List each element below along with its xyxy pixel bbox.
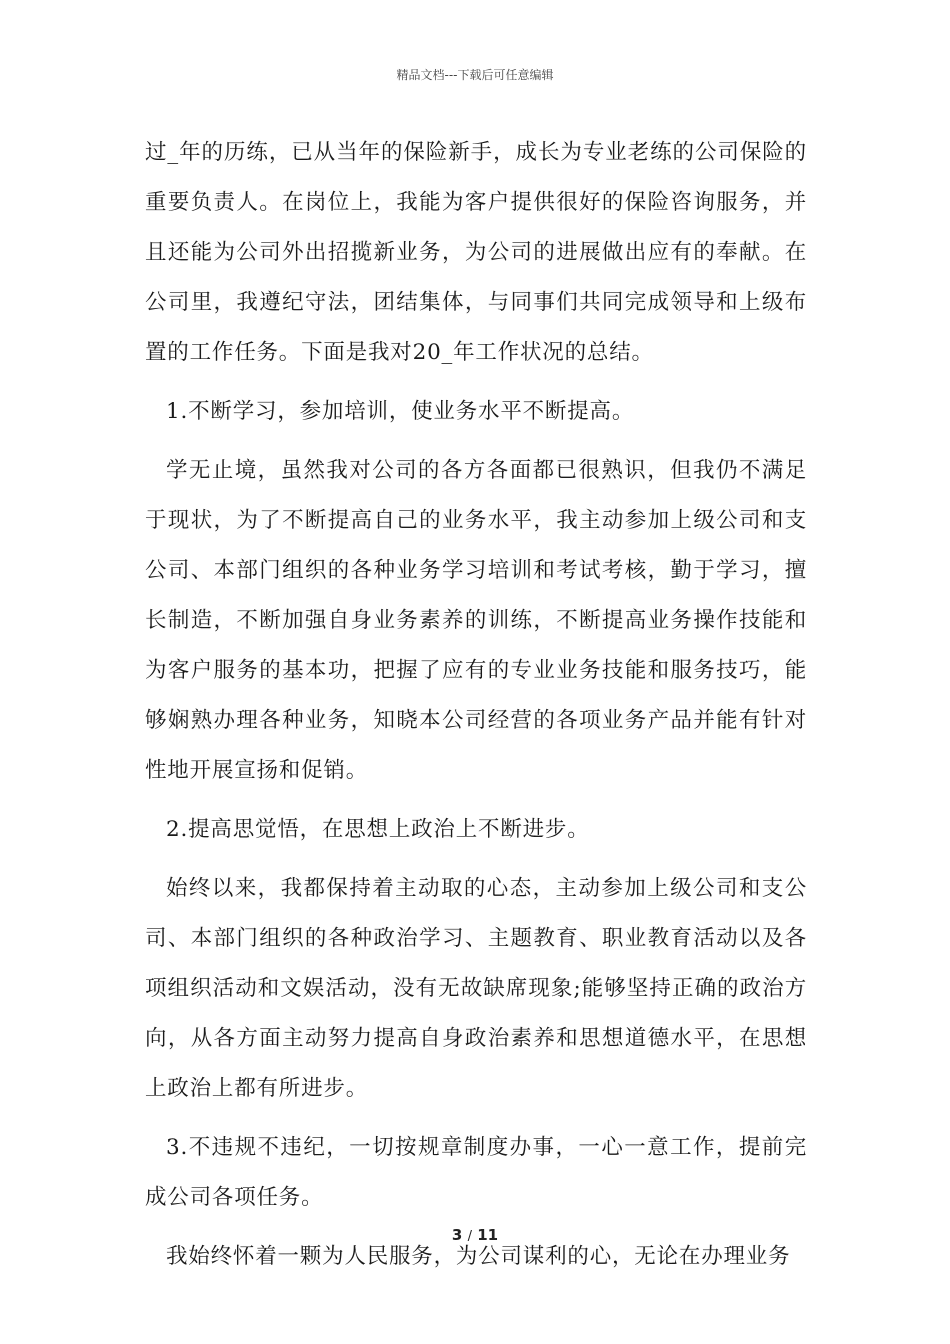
paragraph-intro: 过_年的历练，已从当年的保险新手，成长为专业老练的公司保险的重要负责人。在岗位上，我能为客户提供很好的保险咨询服务，并且还能为公司外出招揽新业务，为公司的进展做出应有的奉献。在公司里，我遵纪守法，团结集体，与同事们共同完成领导和上级布置的工作任务。下面是我对20_年工作状况的总结。: [145, 140, 807, 365]
paragraph-political: 始终以来，我都保持着主动取的心态，主动参加上级公司和支公司、本部门组织的各种政治学习、主题教育、职业教育活动以及各项组织活动和文娱活动，没有无故缺席现象;能够坚持正确的政治方向，从各方面主动努力提高自身政治素养和思想道德水平，在思想上政治上都有所进步。: [145, 876, 807, 1101]
paragraph-service: 我始终怀着一颗为人民服务，为公司谋利的心，无论在办理业务: [166, 1244, 791, 1269]
heading-item-3: 3.不违规不违纪，一切按规章制度办事，一心一意工作，提前完成公司各项任务。: [145, 1135, 807, 1210]
heading-item-1: 1.不断学习，参加培训，使业务水平不断提高。: [166, 399, 635, 424]
page-number: [0, 1226, 950, 1244]
paragraph-study: 学无止境，虽然我对公司的各方各面都已很熟识，但我仍不满足于现状，为了不断提高自己的业务水平，我主动参加上级公司和支公司、本部门组织的各种业务学习培训和考试考核，勤于学习，擅长制造，不断加强自身业务素养的训练，不断提高业务操作技能和为客户服务的基本功，把握了应有的专业业务技能和服务技巧，能够娴熟办理各种业务，知晓本公司经营的各项业务产品并能有针对性地开展宣扬和促销。: [145, 458, 807, 783]
page-separator: /: [467, 1229, 472, 1244]
header-text: 精品文档---下载后可任意编辑: [396, 68, 554, 82]
page-total: 11: [477, 1226, 499, 1244]
document-body: [145, 128, 807, 1291]
page-header: [0, 66, 950, 83]
page-current: 3: [451, 1226, 463, 1244]
heading-item-2: 2.提高思觉悟，在思想上政治上不断进步。: [166, 817, 590, 842]
